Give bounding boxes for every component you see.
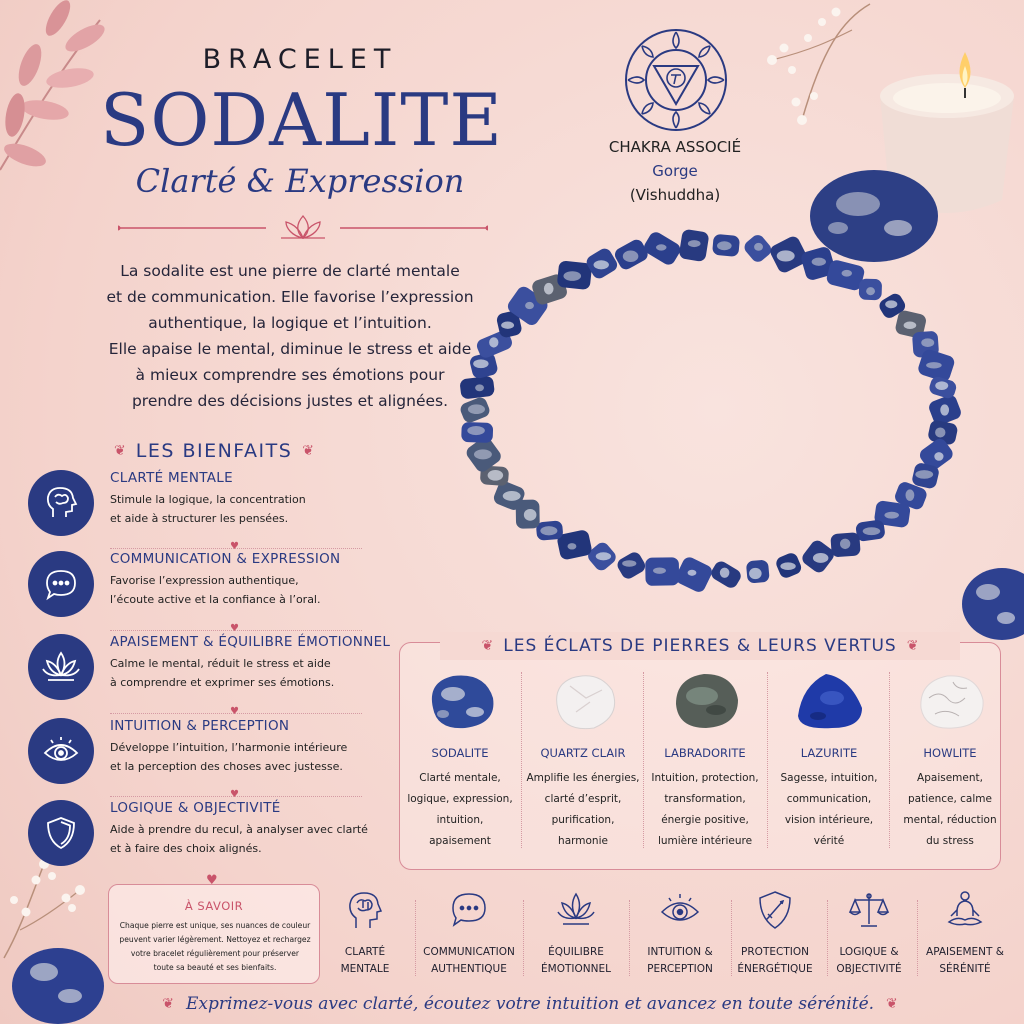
- feature-label-line: ÉQUILIBRE: [548, 946, 604, 958]
- benefit-item: [28, 470, 368, 548]
- feature-label-line: PROTECTION: [741, 946, 809, 958]
- feature-balance: [521, 888, 631, 984]
- stone-description-line: énergie positive,: [661, 814, 749, 826]
- lotus-divider: [118, 212, 488, 242]
- stone-card-lazurite: [768, 664, 890, 864]
- bracelet-chip: [712, 234, 740, 257]
- stone-description-line: Amplifie les énergies,: [526, 772, 640, 784]
- benefit-text-line: et la perception des choses avec justesse.: [110, 760, 343, 773]
- benefit-text-line: Développe l’intuition, l’harmonie intérieure: [110, 741, 348, 754]
- shield-icon: [28, 800, 94, 866]
- benefit-text-line: Calme le mental, réduit le stress et aide: [110, 657, 331, 670]
- ornament-icon: ❦: [302, 443, 314, 459]
- bracelet-chip: [746, 559, 770, 583]
- howlite-tumble-image: [913, 668, 989, 732]
- feature-label-line: CLARTÉ: [344, 946, 386, 958]
- scales-icon: [847, 888, 891, 932]
- sodalite-stone-image: [962, 566, 1024, 642]
- info-box-text: [117, 919, 313, 975]
- stone-card-howlite: [889, 664, 1011, 864]
- header-kicker: BRACELET: [202, 44, 398, 75]
- feature-label-line: COMMUNICATION: [423, 946, 515, 958]
- stone-description-line: lumière intérieure: [657, 835, 753, 847]
- feature-label-line: INTUITION &: [647, 946, 713, 958]
- benefit-text: [110, 571, 380, 609]
- stone-description-line: intuition,: [436, 814, 484, 826]
- throat-chakra-icon: [624, 28, 728, 132]
- feature-label-line: SÉRÉNITÉ: [939, 963, 991, 975]
- ornament-icon: ❦: [114, 443, 126, 459]
- stones-heading-text: LES ÉCLATS DE PIERRES & LEURS VERTUS: [503, 636, 897, 656]
- benefit-text-line: et aide à structurer les pensées.: [110, 512, 289, 525]
- chakra-label: CHAKRA ASSOCIÉ: [608, 138, 742, 156]
- bracelet-chip: [859, 278, 883, 300]
- stone-description-line: Apaisement,: [917, 772, 983, 784]
- heart-icon: ♥: [230, 706, 239, 717]
- heart-icon: ♥: [230, 623, 239, 634]
- flower-branch-decoration: [752, 0, 872, 140]
- feature-label-line: PERCEPTION: [647, 963, 713, 975]
- benefit-text-line: l’écoute active et la confiance à l’oral.: [110, 593, 321, 606]
- stone-card-labradorite: [644, 664, 766, 864]
- intro-line: prendre des décisions justes et alignées.: [131, 392, 449, 410]
- benefits-heading: [78, 436, 350, 466]
- feature-intuition: [625, 888, 735, 984]
- feature-label-line: OBJECTIVITÉ: [836, 963, 902, 975]
- labradorite-tumble-image: [668, 668, 744, 732]
- page-subtitle: Clarté & Expression: [135, 162, 465, 200]
- benefit-title: APAISEMENT & ÉQUILIBRE ÉMOTIONNEL: [110, 634, 391, 650]
- stone-description-line: vision intérieure,: [784, 814, 874, 826]
- intro-line: La sodalite est une pierre de clarté mentale: [120, 262, 460, 280]
- stone-description-line: mental, réduction: [903, 814, 997, 826]
- feature-logic: [814, 888, 924, 984]
- meditation-icon: [943, 888, 987, 932]
- stone-description: [889, 768, 1011, 852]
- info-box-line: toute sa beauté et ses bienfaits.: [153, 963, 277, 972]
- info-box-title: À SAVOIR: [184, 899, 244, 913]
- feature-label-line: MENTALE: [340, 963, 390, 975]
- feature-serenity: [910, 888, 1020, 984]
- stone-description-line: clarté d’esprit,: [544, 793, 622, 805]
- info-box-line: votre bracelet régulièrement pour préserver: [130, 949, 300, 958]
- feature-label-line: ÉNERGÉTIQUE: [737, 963, 813, 975]
- feature-label: [910, 944, 1020, 978]
- stone-name: LABRADORITE: [664, 746, 746, 760]
- heart-icon: ♥: [230, 789, 239, 800]
- sodalite-stone-image: [808, 166, 942, 266]
- stone-description: [399, 768, 521, 852]
- intro-line: Elle apaise le mental, diminue le stress et aide: [108, 340, 472, 358]
- feature-communication: [414, 888, 524, 984]
- feature-label: [625, 944, 735, 978]
- lotus-icon: [28, 634, 94, 700]
- benefit-text-line: Aide à prendre du recul, à analyser avec clarté: [110, 823, 368, 836]
- sodalite-bracelet-image: [440, 220, 980, 620]
- bracelet-chip: [927, 393, 963, 426]
- info-box-line: Chaque pierre est unique, ses nuances de couleur: [119, 921, 311, 930]
- footer-tagline: [150, 990, 910, 1018]
- heart-icon: ♥: [230, 541, 239, 552]
- info-box-line: peuvent varier légèrement. Nettoyez et rechargez: [119, 935, 311, 944]
- stone-description-line: apaisement: [429, 835, 491, 847]
- bracelet-chip: [536, 520, 564, 541]
- stone-name: SODALITE: [431, 746, 489, 760]
- eye-icon: [658, 888, 702, 932]
- benefit-text: [110, 820, 380, 858]
- stone-name: LAZURITE: [800, 746, 858, 760]
- bracelet-chip: [645, 557, 679, 586]
- stone-description-line: communication,: [786, 793, 872, 805]
- stone-description-line: purification,: [551, 814, 615, 826]
- leaf-branch-decoration: [0, 0, 110, 180]
- feature-label: [521, 944, 631, 978]
- ornament-icon: ❦: [481, 638, 494, 654]
- brain-icon: [343, 888, 387, 932]
- stone-description-line: vérité: [813, 835, 845, 847]
- feature-label-line: AUTHENTIQUE: [431, 963, 507, 975]
- bracelet-chip: [642, 230, 683, 268]
- chakra-sanskrit: (Vishuddha): [629, 186, 721, 204]
- bracelet-chip: [459, 375, 495, 399]
- heart-icon: ♥: [206, 873, 218, 888]
- bracelet-chip: [709, 559, 744, 590]
- stone-description: [768, 768, 890, 852]
- intro-line: authentique, la logique et l’intuition.: [148, 314, 432, 332]
- stone-description-line: Clarté mentale,: [419, 772, 501, 784]
- footer-tagline-text: Exprimez-vous avec clarté, écoutez votre intuition et avancez en toute sérénité.: [185, 994, 875, 1014]
- bracelet-chip: [458, 395, 491, 424]
- intro-line: à mieux comprendre ses émotions pour: [135, 366, 445, 384]
- brain-head-icon: [28, 470, 94, 536]
- stone-description-line: Sagesse, intuition,: [780, 772, 878, 784]
- bracelet-chip: [678, 229, 709, 263]
- benefit-item: [28, 718, 368, 796]
- benefit-item: [28, 551, 368, 629]
- stones-heading: [440, 632, 960, 660]
- page-title: SODALITE: [100, 78, 503, 162]
- stone-description-line: Intuition, protection,: [651, 772, 759, 784]
- sodalite-tumble-image: [423, 668, 499, 732]
- benefit-title: LOGIQUE & OBJECTIVITÉ: [110, 800, 281, 816]
- bracelet-chip: [615, 550, 648, 581]
- bracelet-chip: [742, 232, 774, 264]
- intro-line: et de communication. Elle favorise l’expression: [106, 288, 474, 306]
- stone-description-line: transformation,: [664, 793, 746, 805]
- feature-label-line: ÉMOTIONNEL: [541, 963, 611, 975]
- benefit-text: [110, 738, 380, 776]
- bracelet-chip: [461, 422, 493, 443]
- speech-bubble-icon: [28, 551, 94, 617]
- benefit-text-line: et à faire des choix alignés.: [110, 842, 262, 855]
- bracelet-chip: [855, 519, 886, 542]
- bracelet-chip: [557, 260, 593, 290]
- benefit-text-line: Favorise l’expression authentique,: [110, 574, 299, 587]
- stone-description: [644, 768, 766, 852]
- benefit-text-line: à comprendre et exprimer ses émotions.: [110, 676, 335, 689]
- stone-name: HOWLITE: [923, 746, 977, 760]
- benefit-title: COMMUNICATION & EXPRESSION: [110, 551, 341, 567]
- feature-label-line: APAISEMENT &: [926, 946, 1004, 958]
- eye-icon: [28, 718, 94, 784]
- chat-icon: [447, 888, 491, 932]
- stone-description: [522, 768, 644, 852]
- stone-card-sodalite: [399, 664, 521, 864]
- stone-description-line: harmonie: [558, 835, 608, 847]
- stone-description-line: du stress: [926, 835, 974, 847]
- feature-label: [414, 944, 524, 978]
- stone-card-quartz: [522, 664, 644, 864]
- chakra-name: Gorge: [652, 162, 698, 180]
- stone-description-line: patience, calme: [908, 793, 992, 805]
- benefit-item: [28, 800, 368, 878]
- feature-label: [310, 944, 420, 978]
- lazurite-tumble-image: [792, 668, 868, 732]
- bracelet-chip: [774, 551, 803, 580]
- benefit-text-line: Stimule la logique, la concentration: [110, 493, 306, 506]
- bracelet-chip: [830, 532, 860, 557]
- stone-name: QUARTZ CLAIR: [540, 746, 626, 760]
- benefits-heading-text: LES BIENFAITS: [135, 440, 293, 462]
- benefit-title: INTUITION & PERCEPTION: [110, 718, 290, 734]
- bracelet-chip: [674, 555, 715, 594]
- feature-clarity: [310, 888, 420, 984]
- feature-label: [814, 944, 924, 978]
- lotus-icon: [554, 888, 598, 932]
- info-box: [108, 873, 320, 984]
- quartz-tumble-image: [546, 668, 622, 732]
- bracelet-chip: [612, 237, 650, 272]
- benefit-text: [110, 490, 380, 528]
- stone-description-line: logique, expression,: [407, 793, 513, 805]
- benefit-text: [110, 654, 380, 692]
- ornament-icon: ❦: [162, 996, 174, 1012]
- ornament-icon: ❦: [906, 638, 919, 654]
- ornament-icon: ❦: [886, 996, 898, 1012]
- shield-sword-icon: [753, 888, 797, 932]
- benefit-item: [28, 634, 391, 712]
- feature-label-line: LOGIQUE &: [839, 946, 899, 958]
- benefit-title: CLARTÉ MENTALE: [110, 470, 233, 486]
